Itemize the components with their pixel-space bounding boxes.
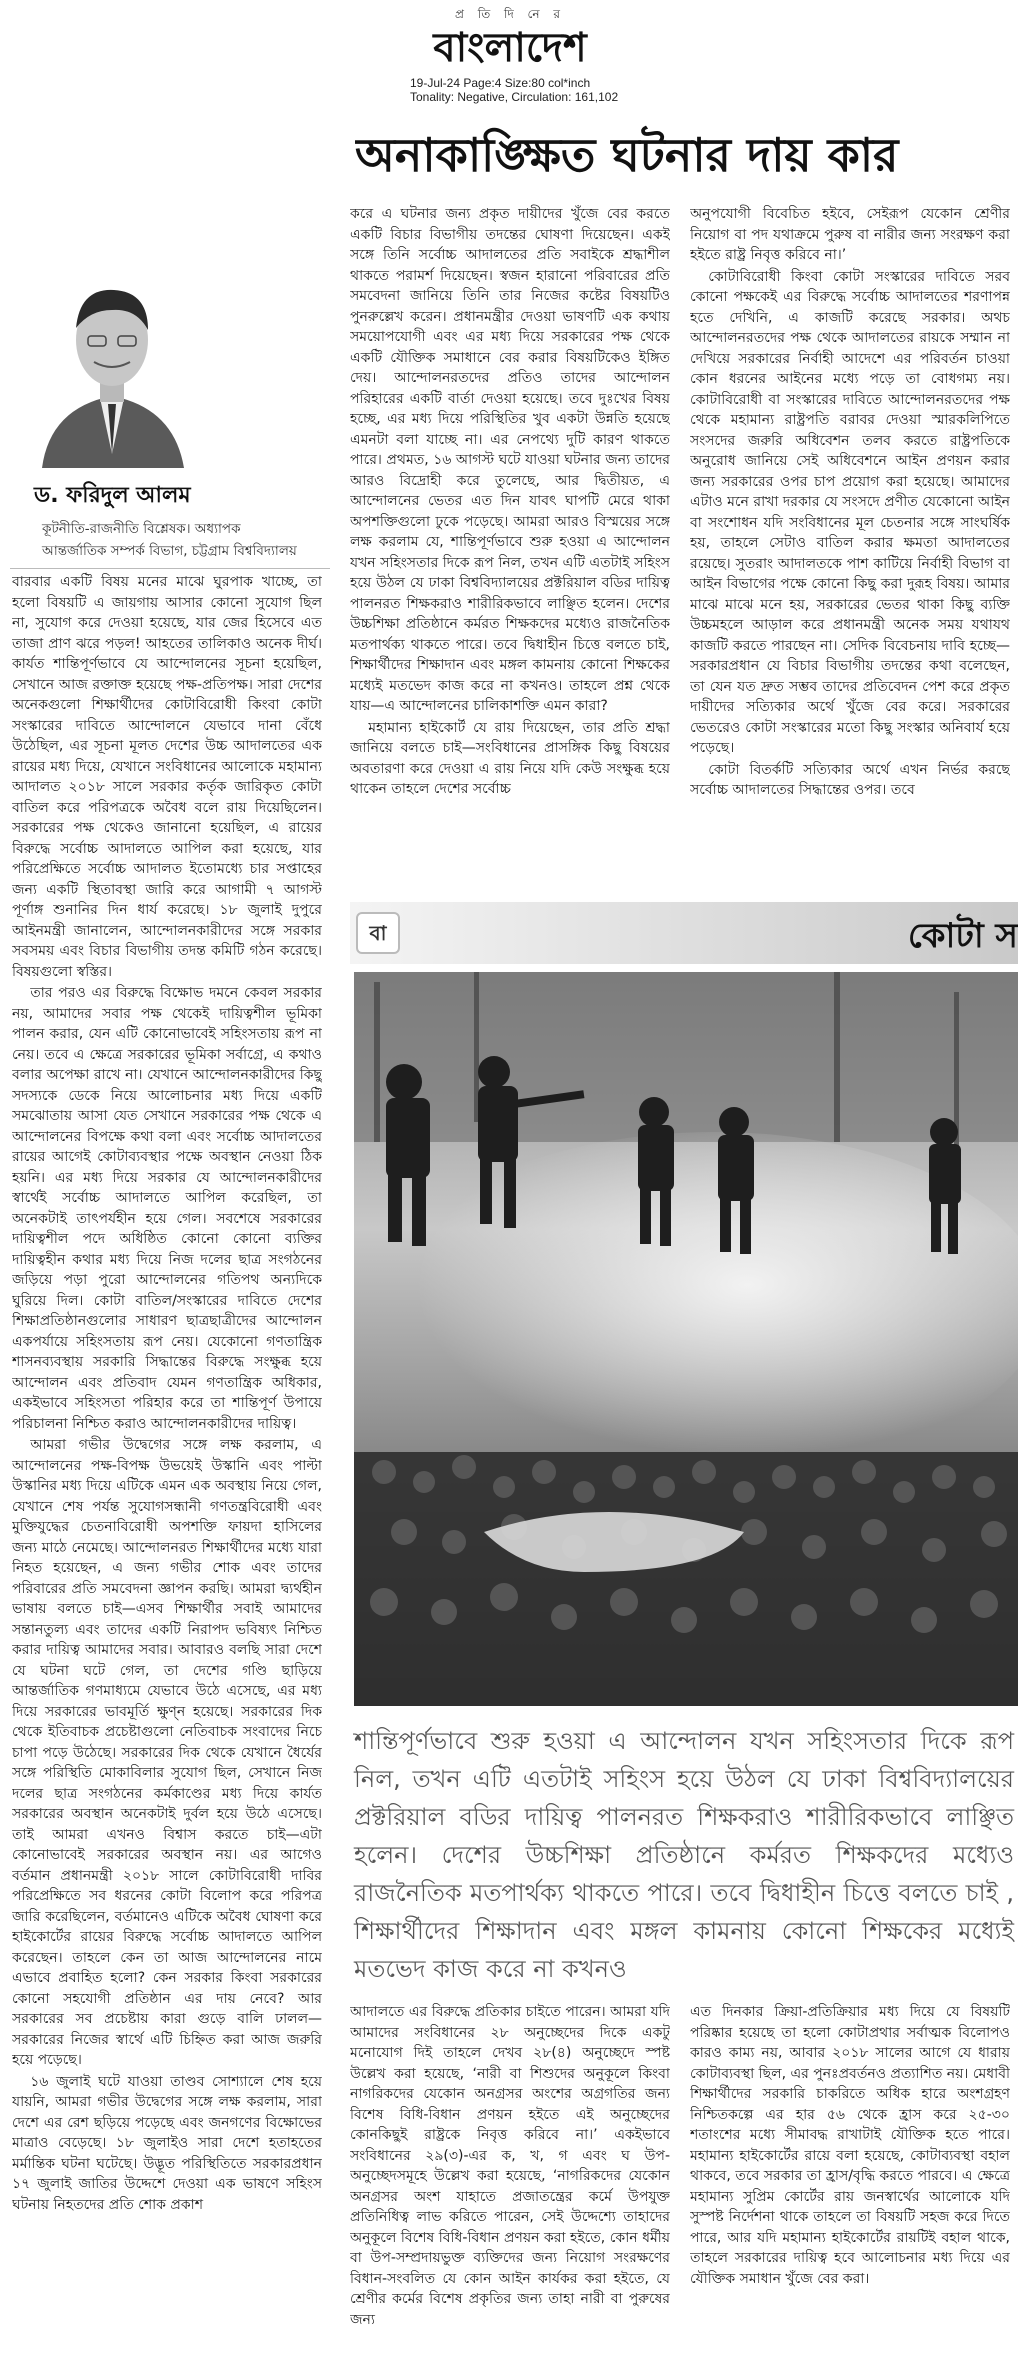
article-column-middle-bottom: [350, 2002, 670, 2366]
paragraph: তার পরও এর বিরুদ্ধে বিক্ষোভ দমনে কেবল সরকার নয়, আমাদের সবার পক্ষ থেকেই দায়িত্বশীল ভূমিকা পালন করার, যেন এটি কোনোভাবেই সহিংসতায় রূপ না নেয়। তবে এ ক্ষেত্রে সরকারের ভূমিকা সর্বাগ্রে, এ কথাও বলার অপেক্ষা রাখে না। যেখানে আন্দোলনকারীদের কিছু সদস্যকে ডেকে নিয়ে আলোচনার মধ্য দিয়ে একটি সমঝোতায় আসা যেত সেখানে সরকারের পক্ষ থেকে এ আন্দোলনের বিপক্ষে কথা বলা এবং সর্বোচ্চ আদালতের রায়ের আগেই কোটাব্যবস্থার পক্ষে অবস্থান নেওয়া ঠিক হয়নি। এর মধ্য দিয়ে সরকার যে আন্দোলনকারীদের স্বার্থেই সর্বোচ্চ আদালতে আপিল করেছিল, তা অনেকটাই তাৎপর্যহীন হয়ে গেল। সবশেষে সরকারের দায়িত্বশীল পদে অধিষ্ঠিত কোনো কোনো ব্যক্তির দায়িত্বহীন কথার মধ্য দিয়ে নিজ দলের ছাত্র সংগঠনের জড়িয়ে পড়া পুরো আন্দোলনের গতিপথ অন্যদিকে ঘুরিয়ে দিল। কোটা বাতিল/সংস্কারের দাবিতে দেশের শিক্ষাপ্রতিষ্ঠানগুলোর সাধারণ ছাত্রছাত্রীদের আন্দোলন একপর্যায়ে সহিংসতায় রূপ নেয়। যেকোনো গণতান্ত্রিক শাসনব্যবস্থায় সরকারি সিদ্ধান্তের বিরুদ্ধে সংক্ষুব্ধ হয়ে আন্দোলন এবং প্রতিবাদ যেমন গণতান্ত্রিক অধিকার, একইভাবে সহিংসতা পরিহার করে তা শান্তিপূর্ণ উপায়ে পরিচালনা নিশ্চিত করাও আন্দোলনকারীদের দায়িত্ব।: [12, 985, 322, 1432]
paragraph: বারবার একটি বিষয় মনের মাঝে ঘুরপাক খাচ্ছে, তা হলো বিষয়টি এ জায়গায় আসার কোনো সুযোগ ছিল না, সুযোগ করে দেওয়া হয়েছে, যার জের হিসেবে এত তাজা প্রাণ ঝরে পড়ল! আহতের তালিকাও অনেক দীর্ঘ। কার্যত শান্তিপূর্ণভাবে যে আন্দোলনের সূচনা হয়েছিল, সেখানে আজ রক্তাক্ত হয়েছে পক্ষ-প্রতিপক্ষ। সারা দেশের অনেকগুলো শিক্ষার্থীদের কোটাবিরোধী কিংবা কোটা সংস্কারের দাবিতে আন্দোলনে যেভাবে দানা বেঁধে উঠেছিল, এর সূচনা মূলত দেশের উচ্চ আদালতের এক রায়ের মধ্য দিয়ে, যেখানে সংবিধানের আলোকে মহামান্য আদালত ২০১৮ সালে সরকার কর্তৃক জারিকৃত কোটা বাতিল করে পরিপত্রকে অবৈধ বলে রায় দিয়েছিলেন। সরকারের পক্ষ থেকেও জানানো হয়েছিল, এ রায়ের বিরুদ্ধে সর্বোচ্চ আদালতে আপিল করা হয়েছে, যার পরিপ্রেক্ষিতে সর্বোচ্চ আদালত ইতোমধ্যে চার সপ্তাহের জন্য একটি স্থিতাবস্থা জারি করে আগামী ৭ আগস্ট পূর্ণাঙ্গ শুনানির দিন ধার্য করেছে। ১৮ জুলাই দুপুরে আইনমন্ত্রী জানালেন, আন্দোলনকারীদের সঙ্গে সরকার সবসময় এবং বিচার বিভাগীয় তদন্ত কমিটি গঠন করেছে। বিষয়গুলো স্বস্তির।: [12, 574, 322, 980]
section-title: কোটা স: [907, 916, 1018, 956]
pull-quote: শান্তিপূর্ণভাবে শুরু হওয়া এ আন্দোলন যখন সহিংসতার দিকে রূপ নিল, তখন এটি এতটাই সহিংস হয়ে উঠল যে ঢাকা বিশ্ববিদ্যালয়ের প্রক্টরিয়াল বডির দায়িত্ব পালনরত শিক্ষকরাও শারীরিকভাবে লাঞ্ছিত হলেন। দেশের উচ্চশিক্ষা প্রতিষ্ঠানে কর্মরত শিক্ষকদের মধ্যেও রাজনৈতিক মতপার্থক্য থাকতে পারে। তবে দ্বিধাহীন চিত্তে বলতে চাই , শিক্ষার্থীদের শিক্ষাদান এবং মঙ্গল কামনায় কোনো শিক্ষকের মধ্যেই মতভেদ কাজ করে না কখনও: [354, 1727, 1014, 1983]
paragraph: কোটা বিতর্কটি সত্যিকার অর্থে এখন নির্ভর করছে সর্বোচ্চ আদালতের সিদ্ধান্তের ওপর। তবে: [690, 761, 1010, 798]
author-designation: [42, 518, 342, 562]
masthead-kicker: প্র তি দি নে র: [454, 7, 566, 21]
paragraph: করে এ ঘটনার জন্য প্রকৃত দায়ীদের খুঁজে বের করতে একটি বিচার বিভাগীয় তদন্তের ঘোষণা দিয়েছেন। একই সঙ্গে তিনি সর্বোচ্চ আদালতের প্রতি সবাইকে শ্রদ্ধাশীল থাকতে পরামর্শ দিয়েছেন। স্বজন হারানো পরিবারের প্রতি সমবেদনা জানিয়ে তিনি তার নিজের কষ্টের বিষয়টিও পুনরুল্লেখ করেন। প্রধানমন্ত্রীর দেওয়া ভাষণটি এক কথায় সময়োপযোগী এবং এর মধ্য দিয়ে সরকারের পক্ষ থেকে একটি যৌক্তিক সমাধানে বের করার বিষয়টিকেও ইঙ্গিত দেয়। আন্দোলনরতদের প্রতিও তাদের আন্দোলন পরিহারের একটি বার্তা দেওয়া হয়েছে। তবে দুঃখের বিষয় হচ্ছে, এর মধ্য দিয়ে পরিস্থিতির খুব একটা উন্নতি হয়েছে এমনটা বলা যাচ্ছে না। এর নেপথ্যে দুটি কারণ থাকতে পারে। প্রথমত, ১৬ আগস্ট ঘটে যাওয়া ঘটনার জন্য তাদের আরও বিদ্রোহী করে তুলেছে, আর দ্বিতীয়ত, এ আন্দোলনের ভেতর এত দিন যাবৎ ঘাপটি মেরে থাকা অপশক্তিগুলো ঢুকে পড়েছে। আমরা আরও বিস্ময়ের সঙ্গে লক্ষ করলাম যে, শান্তিপূর্ণভাবে শুরু হওয়া এ আন্দোলন যখন সহিংসতার দিকে রূপ নিল, তখন এটি এতটাই সহিংস হয়ে উঠল যে ঢাকা বিশ্ববিদ্যালয়ের প্রক্টরিয়াল বডির দায়িত্ব পালনরত শিক্ষকরাও শারীরিকভাবে লাঞ্ছিত হলেন। দেশের উচ্চশিক্ষা প্রতিষ্ঠানে কর্মরত শিক্ষকদের মধ্যেও রাজনৈতিক মতপার্থক্য থাকতে পারে। তবে দ্বিধাহীন চিত্তে বলতে চাই, শিক্ষার্থীদের শিক্ষাদান এবং মঙ্গল কামনায় কোনো শিক্ষকের মধ্যেই মতভেদ কাজ করে না কখনও। তাহলে প্রশ্ন থেকে যায়—এ আন্দোলনের চালিকাশক্তি এমন কারা?: [350, 206, 670, 714]
masthead: [380, 6, 640, 70]
paragraph: এত দিনকার ক্রিয়া-প্রতিক্রিয়ার মধ্য দিয়ে যে বিষয়টি পরিষ্কার হয়েছে তা হলো কোটাপ্রথার সর্বাত্মক বিলোপও কারও কাম্য নয়, আবার ২০১৮ সালের আগে যে ধারায় কোটাব্যবস্থা ছিল, এর পুনঃপ্রবর্তনও প্রত্যাশিত নয়। মেধাবী শিক্ষার্থীদের সরকারি চাকরিতে অধিক হারে অংশগ্রহণ নিশ্চিতকল্পে এর হার ৫৬ থেকে হ্রাস করে ২৫-৩০ শতাংশের মধ্যে সীমাবদ্ধ রাখাটাই যৌক্তিক হতে পারে। মহামান্য হাইকোর্টের রায়ে বলা হয়েছে, কোটাব্যবস্থা বহাল থাকবে, তবে সরকার তা হ্রাস/বৃদ্ধি করতে পারবে। এ ক্ষেত্রে মহামান্য সুপ্রিম কোর্টের রায় জনস্বার্থের আলোকে যদি সুস্পষ্ট নির্দেশনা থাকে তাহলে তা বিষয়টি সহজ করে দিতে পারে, আর যদি মহামান্য হাইকোর্টের রায়টিই বহাল থাকে, তাহলে সরকারের দায়িত্ব হবে আলোচনার মধ্য দিয়ে এর যৌক্তিক সমাধান খুঁজে বের করা।: [690, 2004, 1010, 2287]
clipping-meta: [410, 76, 618, 104]
article-headline: অনাকাঙ্ক্ষিত ঘটনার দায় কার: [355, 128, 899, 182]
masthead-logo: বাংলাদেশ: [433, 25, 587, 71]
article-column-right-top: [690, 204, 1010, 890]
article-column-middle-top: [350, 204, 670, 890]
paragraph: ১৬ জুলাই ঘটে যাওয়া তাণ্ডব সোশ্যালে শেষ হয়ে যায়নি, আমরা গভীর উদ্বেগের সঙ্গে লক্ষ করলাম, সারা দেশে এর রেশ ছড়িয়ে পড়েছে এবং জনগণের বিক্ষোভের মাত্রাও বেড়েছে। ১৮ জুলাইও সারা দেশে হতাহতের মর্মান্তিক ঘটনা ঘটেছে। উদ্ভূত পরিস্থিতিতে সরকারপ্রধান ১৭ জুলাই জাতির উদ্দেশে দেওয়া এক ভাষণে সহিংস ঘটনায় নিহতদের প্রতি শোক প্রকাশ: [12, 2073, 322, 2213]
article-column-right-bottom: [690, 2002, 1010, 2366]
protest-photo: [354, 972, 1018, 1706]
author-name: ড. ফরিদুল আলম: [34, 483, 191, 508]
article-column-left: [12, 572, 322, 2362]
paragraph: আদালতে এর বিরুদ্ধে প্রতিকার চাইতে পারেন। আমরা যদি আমাদের সংবিধানের ২৮ অনুচ্ছেদের দিকে একটু মনোযোগ দিই তাহলে দেখব ২৮(৪) অনুচ্ছেদে স্পষ্ট উল্লেখ করা হয়েছে, ‘নারী বা শিশুদের অনুকূলে কিংবা নাগরিকদের যেকোন অনগ্রসর অংশের অগ্রগতির জন্য বিশেষ বিধি-বিধান প্রণয়ন হইতে এই অনুচ্ছেদের কোনকিছুই রাষ্ট্রকে নিবৃত্ত করিবে না।’ একইভাবে সংবিধানের ২৯(৩)-এর ক, খ, গ এবং ঘ উপ-অনুচ্ছেদসমূহে উল্লেখ করা হয়েছে, ‘নাগরিকদের যেকোন অনগ্রসর অংশ যাহাতে প্রজাতন্ত্রের কর্মে উপযুক্ত প্রতিনিধিত্ব লাভ করিতে পারেন, সেই উদ্দেশ্যে তাহাদের অনুকূলে বিশেষ বিধি-বিধান প্রণয়ন করা হইতে, কোন ধর্মীয় বা উপ-সম্প্রদায়ভুক্ত ব্যক্তিদের জন্য নিয়োগ সংরক্ষণের বিধান-সংবলিত যে কোন আইন কার্যকর করা হইতে, যে শ্রেণীর কর্মের বিশেষ প্রকৃতির জন্য তাহা নারী বা পুরুষের জন্য: [350, 2004, 670, 2328]
meta-line-date: 19-Jul-24 Page:4 Size:80 col*inch: [410, 76, 591, 90]
section-band: [350, 902, 1018, 964]
author-portrait: [22, 258, 202, 468]
paragraph: কোটাবিরোধী কিংবা কোটা সংস্কারের দাবিতে সরব কোনো পক্ষকেই এর বিরুদ্ধে সর্বোচ্চ আদালতের শরণাপন্ন হতে দেখিনি, এ কাজটি করেছে সরকার। অথচ আন্দোলনরতদের পক্ষ থেকে আদালতের রায়কে সম্মান না দেখিয়ে সরকারের নির্বাহী আদেশে এর পরিবর্তন চাওয়া কোন ধরনের আইনের মধ্যে পড়ে তা বোধগম্য নয়। কোটাবিরোধী বা সংস্কারের দাবিতে আন্দোলনরতদের পক্ষ থেকে মহামান্য রাষ্ট্রপতি বরাবর দেওয়া স্মারকলিপিতে সংসদের জরুরি অধিবেশন তলব করতে রাষ্ট্রপতিকে অনুরোধ জানিয়ে সেই অধিবেশনে আইন প্রণয়ন করার জন্য সরকারের ওপর চাপ প্রয়োগ করা হয়েছে। আমাদের এটাও মনে রাখা দরকার যে সংসদে প্রণীত যেকোনো আইন বা সংশোধন যদি সংবিধানের মূল চেতনার সঙ্গে সাংঘর্ষিক হয়, তাহলে সেটাও বাতিল করার ক্ষমতা আদালতের রয়েছে। সুতরাং আদালতকে পাশ কাটিয়ে নির্বাহী বিভাগ বা আইন বিভাগের পক্ষে কোনো কিছু করা দুরূহ বিষয়। আমার মাঝে মাঝে মনে হয়, সরকারের ভেতর থাকা কিছু ব্যক্তি উচ্চমহলে আড়াল করে প্রধানমন্ত্রী অনেক সময় যথাযথ কাজটি করতে পারছেন না। সেদিক বিবেচনায় দাবি হচ্ছে—সরকারপ্রধান যে বিচার বিভাগীয় তদন্তের কথা বলেছেন, তা যেন যত দ্রুত সম্ভব তাদের প্রতিবেদন পেশ করে প্রকৃত দায়ীদের সত্যিকার অর্থে খুঁজে বের করে। সরকারের ভেতরেও কোটা সংস্কারের মতো কিছু সংস্কার অনিবার্য হয়ে পড়েছে।: [690, 268, 1010, 756]
meta-line-tonality: Tonality: Negative, Circulation: 161,102: [410, 90, 619, 104]
author-designation-line: আন্তর্জাতিক সম্পর্ক বিভাগ, চট্টগ্রাম বিশ্ববিদ্যালয়: [42, 543, 297, 559]
paragraph: মহামান্য হাইকোর্ট যে রায় দিয়েছেন, তার প্রতি শ্রদ্ধা জানিয়ে বলতে চাই—সংবিধানের প্রাসঙ্গিক কিছু বিষয়ের অবতারণা করে দেওয়া এ রায় নিয়ে যদি কেউ সংক্ষুব্ধ হয়ে থাকেন তাহলে দেশের সর্বোচ্চ: [350, 719, 670, 797]
paragraph: অনুপযোগী বিবেচিত হইবে, সেইরূপ যেকোন শ্রেণীর নিয়োগ বা পদ যথাক্রমে পুরুষ বা নারীর জন্য সংরক্ষণ করা হইতে রাষ্ট্র নিবৃত্ত করিবে না।’: [690, 206, 1010, 263]
author-designation-line: কূটনীতি-রাজনীতি বিশ্লেষক। অধ্যাপক: [42, 521, 241, 537]
divider: [10, 568, 330, 569]
section-badge: বা: [356, 912, 400, 954]
paragraph: আমরা গভীর উদ্বেগের সঙ্গে লক্ষ করলাম, এ আন্দোলনের পক্ষ-বিপক্ষ উভয়েই উস্কানি এবং পাল্টা উস্কানির মধ্য দিয়ে এটিকে এমন এক অবস্থায় নিয়ে গেল, যেখানে শেষ পর্যন্ত সুযোগসন্ধানী গণতন্ত্রবিরোধী এবং মুক্তিযুদ্ধের চেতনাবিরোধী অপশক্তি ফায়দা হাসিলের জন্য মাঠে নেমেছে। আন্দোলনরত শিক্ষার্থীদের মধ্যে যারা নিহত হয়েছেন, এ জন্য গভীর শোক এবং তাদের পরিবারের প্রতি সমবেদনা জ্ঞাপন করছি। আমরা দ্ব্যর্থহীন ভাষায় বলতে চাই—এসব শিক্ষার্থীর সবাই আমাদের সন্তানতুল্য এবং তাদের একটি নিরাপদ ভবিষ্যৎ নিশ্চিত করার দায়িত্ব আমাদের সবার। আবারও বলছি সারা দেশে যে ঘটনা ঘটে গেল, তা দেশের গণ্ডি ছাড়িয়ে আন্তর্জাতিক গণমাধ্যমে যেভাবে উঠে এসেছে, এর মধ্য দিয়ে সরকারের ভাবমূর্তি ক্ষুণ্ন হয়েছে। সরকারের দিক থেকে ইতিবাচক প্রচেষ্টাগুলো নেতিবাচক সংবাদের নিচে চাপা পড়ে উঠেছে। সরকারের দিক থেকে যেখানে ধৈর্যের সঙ্গে পরিস্থিতি মোকাবিলার সুযোগ ছিল, সেখানে নিজ দলের ছাত্র সংগঠনের কর্মকাণ্ডের মধ্য দিয়ে কার্যত সরকারের অবস্থান অনেকটাই দুর্বল হয়ে উঠে এসেছে। তাই আমরা এখনও বিশ্বাস করতে চাই—এটা কোনোভাবেই সরকারের অবস্থান নয়। এর আগেও বর্তমান প্রধানমন্ত্রী ২০১৮ সালে কোটাবিরোধী দাবির পরিপ্রেক্ষিতে সব ধরনের কোটা বিলোপ করে পরিপত্র জারি করেছিলেন, বর্তমানেও এটিকে অবৈধ ঘোষণা করে হাইকোর্টের রায়ের বিরুদ্ধে সর্বোচ্চ আদালতে আপিল করেছেন। তাহলে কেন তা আজ আন্দোলনের নামে এভাবে প্রবাহিত হলো? কেন সরকার কিংবা সরকারের কোনো সহযোগী প্রতিষ্ঠান এর দায় নেবে? আর সরকারের সব প্রচেষ্টায় কারা গুড়ে বালি ঢালল—সরকারের নিজের স্বার্থে এটি চিহ্নিত করা আজ জরুরি হয়ে পড়েছে।: [12, 1437, 322, 2068]
